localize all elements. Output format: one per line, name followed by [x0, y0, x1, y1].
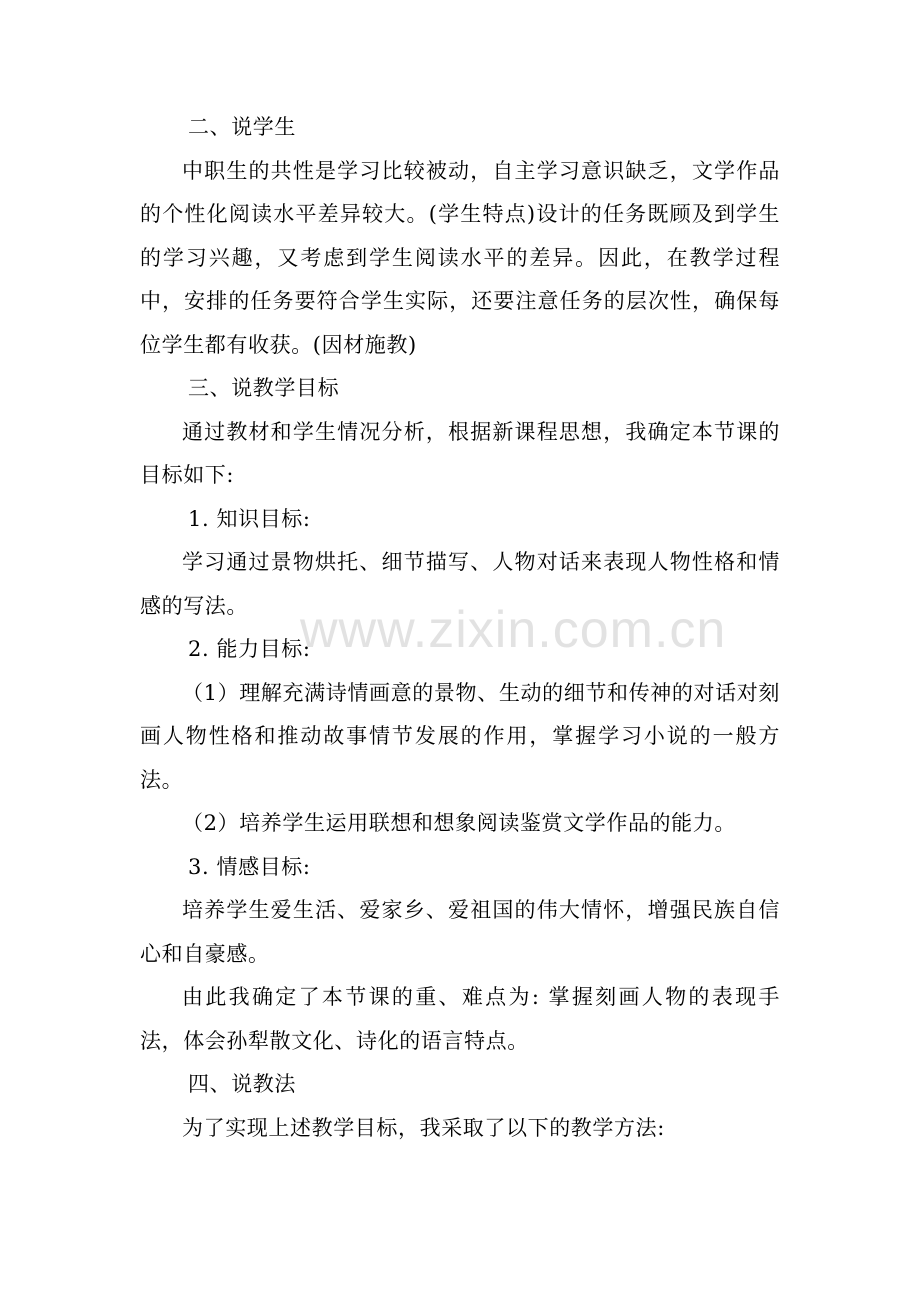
- section-heading-methods: 四、说教法: [188, 1072, 296, 1096]
- paragraph-students: 中职生的共性是学习比较被动，自主学习意识缺乏，文学作品的个性化阅读水平差异较大。(学生特点)设计的任务既顾及到学生的学习兴趣，又考虑到学生阅读水平的差异。因此，在教学过程中，安排的任务要符合学生实际，还要注意任务的层次性，确保每位学生都有收获。(因材施教): [140, 158, 780, 357]
- subheading-emotion: 3. 情感目标:: [188, 854, 311, 879]
- document-body: [140, 106, 780, 1150]
- paragraph-knowledge: 学习通过景物烘托、细节描写、人物对话来表现人物性格和情感的写法。: [140, 550, 780, 618]
- section-heading-objectives: 三、说教学目标: [188, 376, 340, 400]
- paragraph-emotion: 培养学生爱生活、爱家乡、爱祖国的伟大情怀，增强民族自信心和自豪感。: [140, 898, 780, 966]
- paragraph-ability-2: （2）培养学生运用联想和想象阅读鉴赏文学作品的能力。: [182, 811, 736, 835]
- paragraph-objectives-intro: 通过教材和学生情况分析，根据新课程思想，我确定本节课的目标如下:: [140, 419, 780, 487]
- paragraph-methods: 为了实现上述教学目标，我采取了以下的教学方法:: [182, 1115, 665, 1140]
- subheading-ability: 2. 能力目标:: [188, 637, 311, 661]
- section-heading-students: 二、说学生: [188, 115, 296, 139]
- subheading-knowledge: 1. 知识目标:: [188, 506, 311, 531]
- paragraph-ability-1: （1）理解充满诗情画意的景物、生动的细节和传神的对话对刻画人物性格和推动故事情节发展的作用，掌握学习小说的一般方法。: [140, 680, 780, 792]
- paragraph-key-points: 由此我确定了本节课的重、难点为: 掌握刻画人物的表现手法，体会孙犁散文化、诗化的语言特点。: [140, 985, 780, 1053]
- watermark: www.zixin.com.cn: [300, 601, 727, 659]
